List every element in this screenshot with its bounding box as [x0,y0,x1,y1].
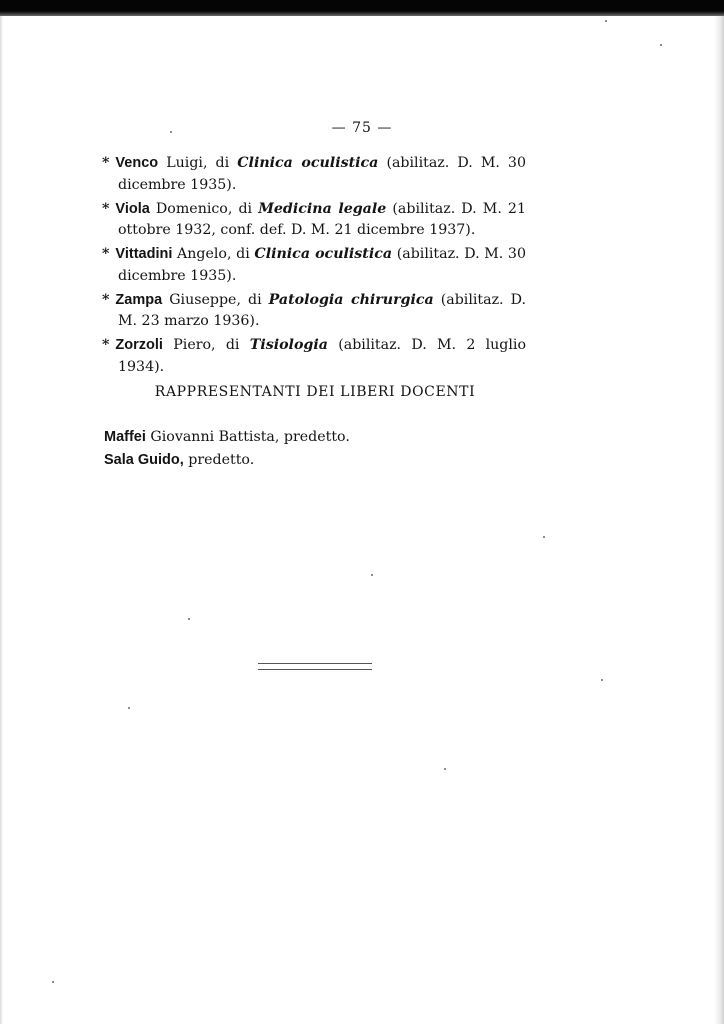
scan-speck [188,618,190,620]
page-number: — 75 — [331,120,393,136]
representative-name: Sala Guido, [104,452,184,468]
scan-speck [543,536,545,538]
entry-given-name: Piero, di [173,337,240,353]
scan-speck [605,20,607,22]
representative-maffei [104,426,524,449]
entry-details: (abilitaz. D. M. 2 luglio 1934). [118,337,527,375]
docent-entry-vittadini [102,244,526,287]
docent-entry-viola [102,199,526,242]
entry-subject: Patologia chirurgica [268,291,434,308]
scan-speck [170,131,172,133]
docent-entry-zorzoli [102,335,526,378]
entry-subject: Clinica oculistica [254,246,393,262]
asterisk-marker: * [102,200,110,217]
entry-given-name: Giuseppe, di [169,291,262,308]
representative-note: Giovanni Battista, predetto. [150,429,350,445]
entry-surname: Zampa [115,291,163,308]
entry-subject: Medicina legale [258,200,387,217]
entry-surname: Venco [115,155,159,171]
entry-details: (abilitaz. D. M. 30 dicembre 1935). [118,155,526,193]
scan-top-border [0,0,724,16]
representative-note: predetto. [188,452,255,468]
entry-details: (abilitaz. D. M. 21 ottobre 1932, conf. def. D. M. 21 dicembre 1937). [118,200,526,238]
asterisk-marker: * [102,155,110,171]
entry-surname: Zorzoli [115,337,163,353]
entry-subject: Clinica oculistica [237,155,379,171]
scan-speck [128,707,130,709]
scan-speck [52,981,54,983]
representative-name: Maffei [104,429,146,445]
scan-speck [601,679,603,681]
asterisk-marker: * [102,291,110,308]
entry-given-name: Domenico, di [155,200,253,217]
asterisk-marker: * [102,337,110,353]
section-heading: RAPPRESENTANTI DEI LIBERI DOCENTI [154,384,476,400]
entry-given-name: Angelo, di [177,246,250,262]
docent-entry-venco [102,153,526,196]
asterisk-marker: * [102,246,110,262]
double-rule-divider [258,663,372,670]
scan-speck [371,574,373,576]
representative-sala [104,449,524,472]
entry-given-name: Luigi, di [166,155,230,171]
scan-left-edge [0,16,3,1024]
entry-surname: Vittadini [115,246,173,262]
entry-surname: Viola [115,200,150,217]
scan-right-edge-shadow [714,16,724,1024]
entry-subject: Tisiologia [249,337,328,353]
scan-speck [660,44,662,46]
docent-entry-zampa [102,290,526,333]
docent-entry-list [102,153,526,381]
representatives-list [104,426,524,472]
entry-details: (abilitaz. D. M. 30 dicembre 1935). [118,246,526,284]
entry-details: (abilitaz. D. M. 23 marzo 1936). [118,291,526,329]
scan-speck [444,768,446,770]
